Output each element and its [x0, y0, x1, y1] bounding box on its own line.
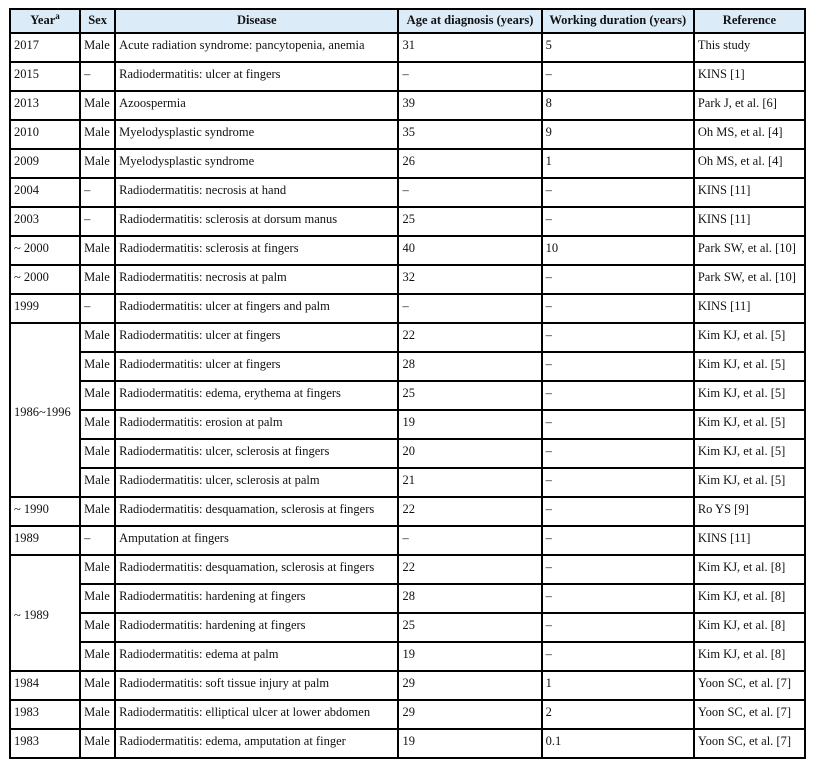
cell-age: 19	[398, 729, 541, 758]
cell-age: 25	[398, 381, 541, 410]
cell-sex: Male	[80, 671, 115, 700]
cell-working-duration: –	[542, 352, 694, 381]
cell-working-duration: –	[542, 207, 694, 236]
table-row	[10, 33, 805, 62]
table-row	[10, 439, 805, 468]
cell-disease: Radiodermatitis: ulcer, sclerosis at fingers	[115, 439, 398, 468]
cell-sex: Male	[80, 439, 115, 468]
header-reference: Reference	[694, 9, 805, 33]
cell-disease: Radiodermatitis: desquamation, sclerosis at fingers	[115, 555, 398, 584]
cell-reference: Oh MS, et al. [4]	[694, 149, 805, 178]
cell-year: 1999	[10, 294, 80, 323]
table-row	[10, 700, 805, 729]
table-row	[10, 497, 805, 526]
cell-year: 2013	[10, 91, 80, 120]
cell-disease: Radiodermatitis: ulcer at fingers and palm	[115, 294, 398, 323]
cell-working-duration: –	[542, 526, 694, 555]
cell-sex: Male	[80, 410, 115, 439]
cell-sex: –	[80, 526, 115, 555]
cell-year: 1989	[10, 526, 80, 555]
cell-working-duration: 1	[542, 149, 694, 178]
table-row	[10, 642, 805, 671]
cell-year: ~ 1989	[10, 555, 80, 671]
cell-reference: Kim KJ, et al. [5]	[694, 439, 805, 468]
table-row	[10, 236, 805, 265]
cell-disease: Radiodermatitis: necrosis at hand	[115, 178, 398, 207]
cell-working-duration: –	[542, 323, 694, 352]
cell-age: 19	[398, 642, 541, 671]
cell-age: 21	[398, 468, 541, 497]
cell-disease: Radiodermatitis: ulcer, sclerosis at palm	[115, 468, 398, 497]
cell-disease: Radiodermatitis: desquamation, sclerosis at fingers	[115, 497, 398, 526]
cell-reference: Park SW, et al. [10]	[694, 236, 805, 265]
header-disease: Disease	[115, 9, 398, 33]
cell-reference: This study	[694, 33, 805, 62]
cell-disease: Radiodermatitis: sclerosis at dorsum manus	[115, 207, 398, 236]
cell-working-duration: –	[542, 439, 694, 468]
table-row	[10, 178, 805, 207]
cell-disease: Radiodermatitis: elliptical ulcer at lower abdomen	[115, 700, 398, 729]
cell-working-duration: –	[542, 410, 694, 439]
table-row	[10, 410, 805, 439]
cell-age: –	[398, 62, 541, 91]
cell-year: 1984	[10, 671, 80, 700]
cell-age: 28	[398, 352, 541, 381]
cell-sex: Male	[80, 555, 115, 584]
header-age: Age at diagnosis (years)	[398, 9, 541, 33]
cell-reference: Kim KJ, et al. [5]	[694, 352, 805, 381]
table-row	[10, 294, 805, 323]
cell-working-duration: 9	[542, 120, 694, 149]
cell-sex: Male	[80, 381, 115, 410]
cell-reference: Yoon SC, et al. [7]	[694, 700, 805, 729]
cell-disease: Radiodermatitis: hardening at fingers	[115, 584, 398, 613]
cell-working-duration: –	[542, 613, 694, 642]
cell-year: 2010	[10, 120, 80, 149]
cell-working-duration: –	[542, 265, 694, 294]
cell-sex: Male	[80, 120, 115, 149]
cell-reference: Park SW, et al. [10]	[694, 265, 805, 294]
table-row	[10, 352, 805, 381]
cell-working-duration: 2	[542, 700, 694, 729]
cell-age: –	[398, 178, 541, 207]
table-row	[10, 120, 805, 149]
cell-working-duration: –	[542, 584, 694, 613]
cell-sex: Male	[80, 613, 115, 642]
cell-year: 2004	[10, 178, 80, 207]
cell-reference: Kim KJ, et al. [5]	[694, 323, 805, 352]
cell-reference: Kim KJ, et al. [8]	[694, 613, 805, 642]
cell-disease: Amputation at fingers	[115, 526, 398, 555]
table-row	[10, 584, 805, 613]
cell-age: 29	[398, 671, 541, 700]
footnote-marker: a	[55, 10, 60, 21]
cell-sex: –	[80, 294, 115, 323]
cell-sex: Male	[80, 149, 115, 178]
header-year	[10, 9, 80, 33]
table-row	[10, 381, 805, 410]
cell-age: 39	[398, 91, 541, 120]
table-row	[10, 149, 805, 178]
cell-reference: KINS [11]	[694, 294, 805, 323]
table-row	[10, 729, 805, 758]
cell-year: 1983	[10, 729, 80, 758]
cell-reference: KINS [11]	[694, 207, 805, 236]
header-working-duration: Working duration (years)	[542, 9, 694, 33]
cell-year: 2003	[10, 207, 80, 236]
cell-working-duration: –	[542, 178, 694, 207]
cell-reference: Oh MS, et al. [4]	[694, 120, 805, 149]
cell-disease: Myelodysplastic syndrome	[115, 120, 398, 149]
cell-age: 25	[398, 207, 541, 236]
cell-reference: Kim KJ, et al. [8]	[694, 555, 805, 584]
cell-age: 25	[398, 613, 541, 642]
cell-disease: Radiodermatitis: soft tissue injury at palm	[115, 671, 398, 700]
table-row	[10, 207, 805, 236]
cell-age: 20	[398, 439, 541, 468]
cell-reference: KINS [1]	[694, 62, 805, 91]
table-row	[10, 613, 805, 642]
cell-sex: Male	[80, 323, 115, 352]
cell-working-duration: –	[542, 468, 694, 497]
cell-reference: KINS [11]	[694, 178, 805, 207]
cell-age: –	[398, 294, 541, 323]
cell-sex: –	[80, 207, 115, 236]
cell-disease: Radiodermatitis: sclerosis at fingers	[115, 236, 398, 265]
cell-working-duration: –	[542, 381, 694, 410]
cell-year: 2015	[10, 62, 80, 91]
cell-working-duration: –	[542, 555, 694, 584]
cell-sex: Male	[80, 352, 115, 381]
cell-sex: Male	[80, 497, 115, 526]
cell-sex: Male	[80, 642, 115, 671]
cell-disease: Myelodysplastic syndrome	[115, 149, 398, 178]
table-row	[10, 323, 805, 352]
cell-reference: Park J, et al. [6]	[694, 91, 805, 120]
cell-working-duration: 5	[542, 33, 694, 62]
cell-age: 40	[398, 236, 541, 265]
table-row	[10, 265, 805, 294]
cell-working-duration: –	[542, 497, 694, 526]
cell-working-duration: –	[542, 642, 694, 671]
cell-reference: Kim KJ, et al. [8]	[694, 642, 805, 671]
cell-disease: Radiodermatitis: hardening at fingers	[115, 613, 398, 642]
cell-working-duration: –	[542, 62, 694, 91]
table-row	[10, 468, 805, 497]
cell-year: 1983	[10, 700, 80, 729]
cell-reference: Kim KJ, et al. [5]	[694, 468, 805, 497]
cell-age: 22	[398, 497, 541, 526]
cell-reference: KINS [11]	[694, 526, 805, 555]
cell-sex: –	[80, 62, 115, 91]
cell-age: 22	[398, 555, 541, 584]
cell-sex: Male	[80, 91, 115, 120]
cell-year: ~ 2000	[10, 236, 80, 265]
cell-working-duration: 10	[542, 236, 694, 265]
cell-working-duration: 1	[542, 671, 694, 700]
cell-disease: Radiodermatitis: ulcer at fingers	[115, 352, 398, 381]
table-body	[10, 33, 805, 758]
cell-reference: Kim KJ, et al. [5]	[694, 381, 805, 410]
cell-disease: Radiodermatitis: edema at palm	[115, 642, 398, 671]
cell-age: 32	[398, 265, 541, 294]
cell-disease: Radiodermatitis: edema, erythema at fingers	[115, 381, 398, 410]
table-row	[10, 62, 805, 91]
cell-disease: Radiodermatitis: ulcer at fingers	[115, 62, 398, 91]
cell-sex: Male	[80, 33, 115, 62]
table-row	[10, 91, 805, 120]
cell-sex: Male	[80, 584, 115, 613]
header-sex: Sex	[80, 9, 115, 33]
cell-age: 22	[398, 323, 541, 352]
cell-working-duration: –	[542, 294, 694, 323]
cell-year: 2017	[10, 33, 80, 62]
cell-age: 19	[398, 410, 541, 439]
cell-year: ~ 2000	[10, 265, 80, 294]
cell-reference: Yoon SC, et al. [7]	[694, 671, 805, 700]
cell-year: 2009	[10, 149, 80, 178]
cell-disease: Acute radiation syndrome: pancytopenia, anemia	[115, 33, 398, 62]
cell-reference: Kim KJ, et al. [8]	[694, 584, 805, 613]
cell-year: ~ 1990	[10, 497, 80, 526]
cell-disease: Radiodermatitis: erosion at palm	[115, 410, 398, 439]
cell-sex: –	[80, 178, 115, 207]
cell-disease: Radiodermatitis: edema, amputation at finger	[115, 729, 398, 758]
cell-sex: Male	[80, 236, 115, 265]
cell-reference: Yoon SC, et al. [7]	[694, 729, 805, 758]
cell-disease: Azoospermia	[115, 91, 398, 120]
cell-sex: Male	[80, 700, 115, 729]
cell-sex: Male	[80, 729, 115, 758]
cell-age: 28	[398, 584, 541, 613]
cell-age: –	[398, 526, 541, 555]
cell-disease: Radiodermatitis: ulcer at fingers	[115, 323, 398, 352]
cell-disease: Radiodermatitis: necrosis at palm	[115, 265, 398, 294]
cell-age: 31	[398, 33, 541, 62]
cell-working-duration: 8	[542, 91, 694, 120]
cell-year: 1986~1996	[10, 323, 80, 497]
header-year-label: Year	[30, 13, 56, 27]
cell-age: 26	[398, 149, 541, 178]
table-row	[10, 526, 805, 555]
case-table	[9, 8, 806, 759]
cell-sex: Male	[80, 265, 115, 294]
cell-sex: Male	[80, 468, 115, 497]
table-row	[10, 671, 805, 700]
header-row	[10, 9, 805, 33]
cell-reference: Ro YS [9]	[694, 497, 805, 526]
cell-reference: Kim KJ, et al. [5]	[694, 410, 805, 439]
cell-age: 29	[398, 700, 541, 729]
table-row	[10, 555, 805, 584]
cell-working-duration: 0.1	[542, 729, 694, 758]
cell-age: 35	[398, 120, 541, 149]
